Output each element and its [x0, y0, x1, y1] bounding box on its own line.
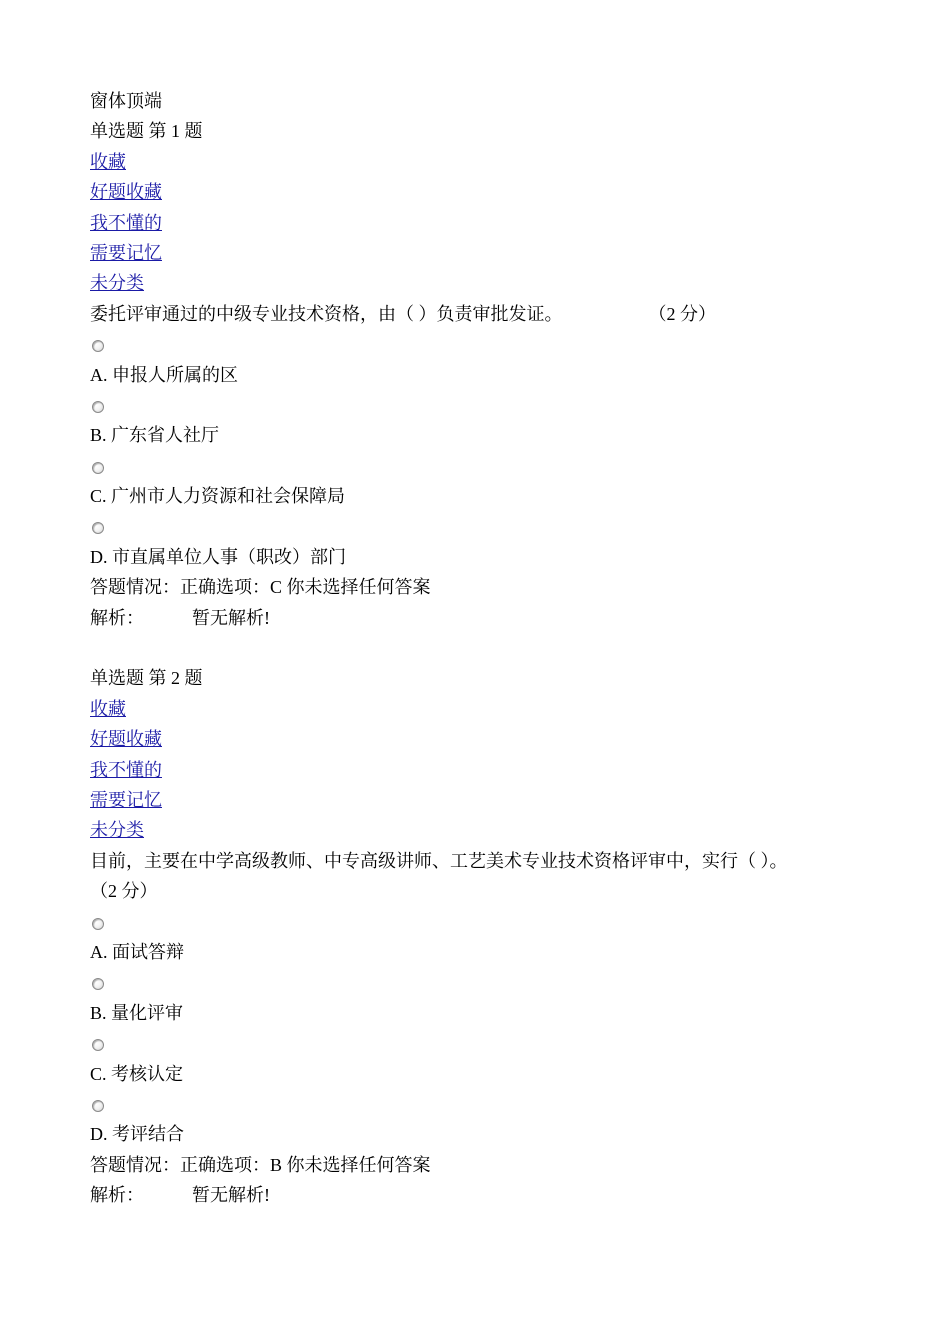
analysis-label: 解析： — [90, 607, 144, 628]
option-c-radio[interactable] — [92, 1039, 104, 1051]
question-block — [90, 116, 830, 633]
form-top-label: 窗体顶端 — [90, 91, 162, 111]
analysis-text: 暂无解析! — [192, 607, 270, 628]
favorite-link[interactable]: 收藏 — [90, 151, 126, 172]
option-b-radio[interactable] — [92, 978, 104, 990]
option-d-label: D. 市直属单位人事（职改）部门 — [90, 546, 346, 567]
dont-understand-link[interactable]: 我不懂的 — [90, 212, 162, 233]
answer-status — [90, 572, 830, 602]
option-a-radio[interactable] — [92, 340, 104, 352]
analysis-label: 解析： — [90, 1185, 144, 1206]
answer-status — [90, 1150, 830, 1180]
analysis-text: 暂无解析! — [192, 1185, 270, 1206]
answer-status-label: 答题情况： — [90, 1154, 180, 1175]
favorite-link[interactable]: 收藏 — [90, 698, 126, 719]
good-question-link[interactable]: 好题收藏 — [90, 729, 162, 750]
option-c-radio[interactable] — [92, 462, 104, 474]
option-c-label: C. 考核认定 — [90, 1063, 184, 1084]
option-a-label: A. 申报人所属的区 — [90, 364, 238, 385]
need-memorize-link[interactable]: 需要记忆 — [90, 789, 162, 810]
good-question-link[interactable]: 好题收藏 — [90, 182, 162, 203]
uncategorized-link[interactable]: 未分类 — [90, 820, 144, 841]
option-d-label: D. 考评结合 — [90, 1124, 184, 1145]
option-b-radio[interactable] — [92, 401, 104, 413]
question-title: 单选题 第 2 题 — [90, 668, 203, 689]
option-c-label: C. 广州市人力资源和社会保障局 — [90, 486, 346, 507]
score-label: （2 分） — [648, 303, 716, 324]
stem-text: 委托评审通过的中级专业技术资格，由（ ）负责审批发证。 — [90, 303, 563, 324]
dont-understand-link[interactable]: 我不懂的 — [90, 759, 162, 780]
question-stem — [90, 299, 830, 329]
question-stem: 目前，主要在中学高级教师、中专高级讲师、工艺美术专业技术资格评审中，实行（ ）。 — [90, 850, 788, 871]
option-b-label: B. 广东省人社厅 — [90, 425, 220, 446]
answer-status-label: 答题情况： — [90, 577, 180, 598]
answer-status-text: 正确选项：C 你未选择任何答案 — [180, 577, 431, 598]
analysis — [90, 603, 830, 633]
answer-status-text: 正确选项：B 你未选择任何答案 — [180, 1154, 431, 1175]
option-d-radio[interactable] — [92, 1100, 104, 1112]
uncategorized-link[interactable]: 未分类 — [90, 273, 144, 294]
quiz-page — [90, 86, 830, 1210]
question-title: 单选题 第 1 题 — [90, 121, 203, 142]
option-a-label: A. 面试答辩 — [90, 941, 184, 962]
question-block — [90, 663, 830, 1210]
option-a-radio[interactable] — [92, 918, 104, 930]
score-label: （2 分） — [90, 881, 158, 902]
analysis — [90, 1180, 830, 1210]
option-b-label: B. 量化评审 — [90, 1002, 184, 1023]
option-d-radio[interactable] — [92, 522, 104, 534]
need-memorize-link[interactable]: 需要记忆 — [90, 242, 162, 263]
